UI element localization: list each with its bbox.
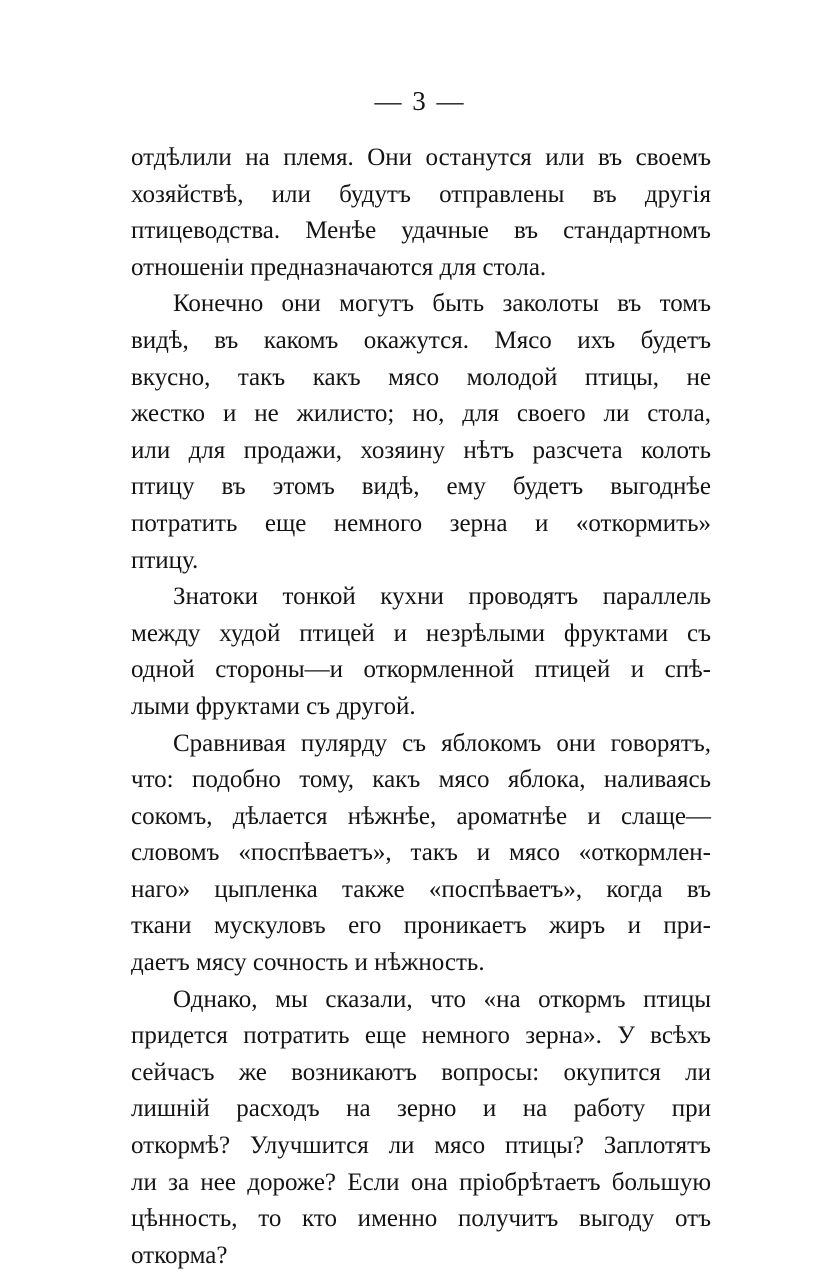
text-line: отдѣлили на племя. Они останутся или въ своемъ — [131, 144, 711, 171]
body-text — [131, 140, 711, 1274]
text-line: придется потратить еще немного зерна». У всѣхъ — [131, 1022, 711, 1050]
text-line: словомъ «поспѣваетъ», такъ и мясо «откормлен- — [131, 839, 711, 867]
text-line: между худой птицей и незрѣлыми фруктами съ — [131, 619, 711, 647]
text-line: лишній расходъ на зерно и на работу при — [131, 1095, 711, 1123]
text-line: ли за нее дороже? Если она пріобрѣтаетъ большую — [131, 1168, 711, 1196]
text-line: одной стороны—и откормленной птицей и спѣ- — [131, 656, 711, 684]
text-line: откорма? — [131, 1241, 228, 1269]
page-number: — 3 — — [374, 86, 466, 116]
text-line: сокомъ, дѣлается нѣжнѣе, ароматнѣе и слаще— — [131, 802, 711, 830]
text-line: лыми фруктами съ другой. — [131, 692, 416, 720]
paragraph-4 — [131, 726, 711, 982]
text-line: Сравнивая пулярду съ яблокомъ они говорятъ, — [173, 729, 711, 757]
text-line: что: подобно тому, какъ мясо яблока, наливаясь — [131, 766, 711, 794]
text-line: птицеводства. Менѣе удачные въ стандартномъ — [131, 217, 711, 245]
text-line: Однако, мы сказали, что «на откормъ птицы — [173, 985, 711, 1013]
text-line: птицу въ этомъ видѣ, ему будетъ выгоднѣе — [131, 473, 711, 501]
text-line: хозяйствѣ, или будутъ отправлены въ другія — [131, 180, 711, 208]
text-line: жестко и не жилисто; но, для своего ли стола, — [131, 400, 711, 428]
text-line: отношеніи предназначаются для стола. — [131, 253, 547, 281]
text-line: потратить еще немного зерна и «откормить» — [131, 509, 711, 537]
text-line: Конечно они могутъ быть заколоты въ томъ — [173, 290, 711, 318]
text-line: даетъ мясу сочность и нѣжность. — [131, 949, 485, 977]
text-line: птицу. — [131, 546, 199, 574]
paragraph-5 — [131, 982, 711, 1274]
text-line: сейчасъ же возникаютъ вопросы: окупится ли — [131, 1058, 711, 1086]
text-line: цѣнность, то кто именно получитъ выгоду отъ — [131, 1205, 711, 1233]
paragraph-2 — [131, 286, 711, 579]
text-line: откормѣ? Улучшится ли мясо птицы? Заплотятъ — [131, 1132, 711, 1160]
text-line: наго» цыпленка также «поспѣваетъ», когда въ — [131, 875, 711, 903]
paragraph-3 — [131, 579, 711, 725]
text-line: вкусно, такъ какъ мясо молодой птицы, не — [131, 363, 711, 391]
text-line: Знатоки тонкой кухни проводятъ параллель — [173, 583, 711, 611]
paragraph-1 — [131, 140, 711, 286]
text-line: ткани мускуловъ его проникаетъ жиръ и при- — [131, 912, 711, 940]
text-line: или для продажи, хозяину нѣтъ разсчета колоть — [131, 436, 711, 464]
text-line: видѣ, въ какомъ окажутся. Мясо ихъ будетъ — [131, 326, 711, 354]
